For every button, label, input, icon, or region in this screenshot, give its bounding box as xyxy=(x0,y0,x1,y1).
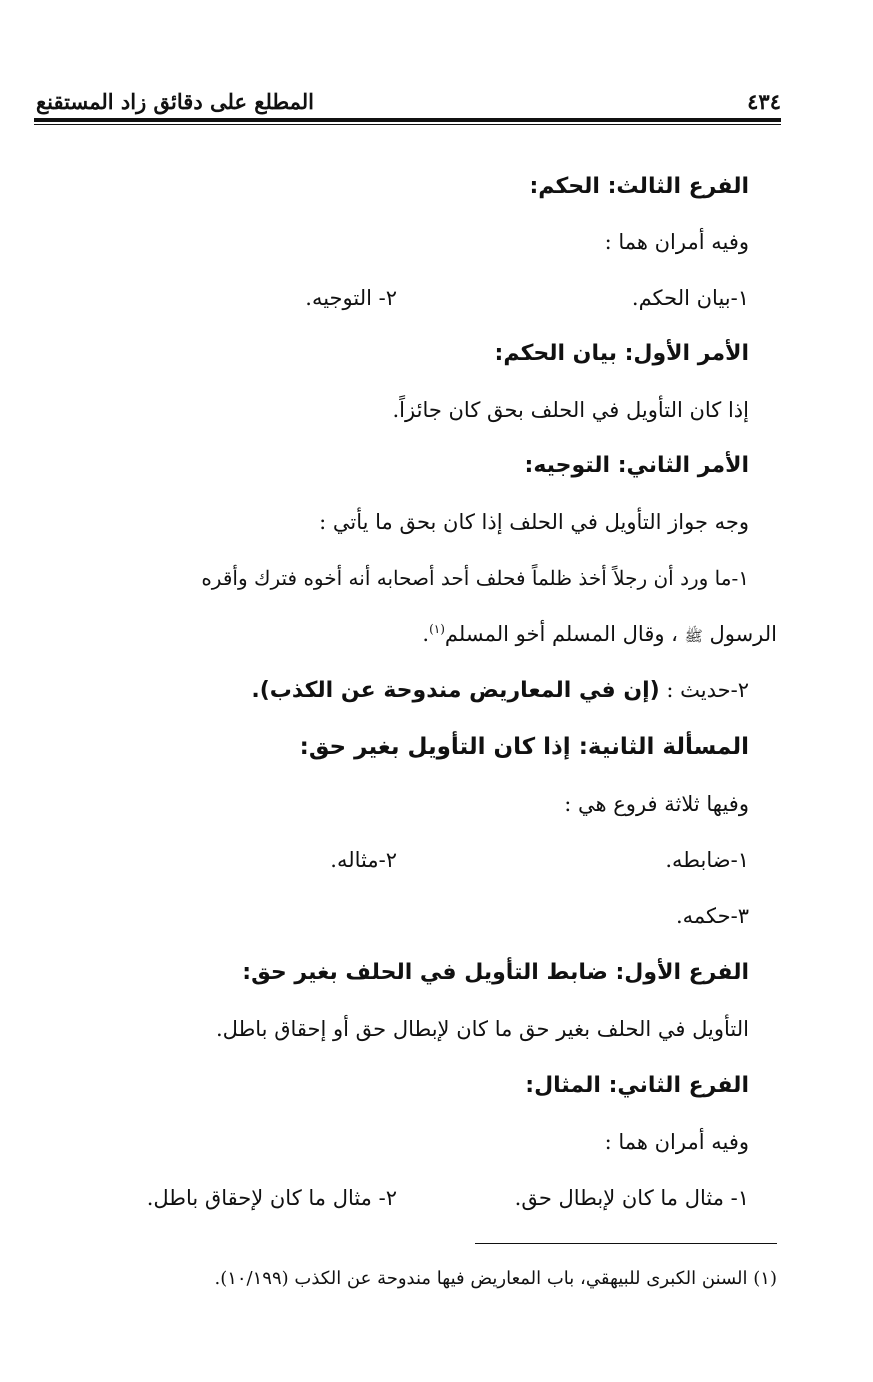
list1-item-1: ١-بيان الحكم. xyxy=(631,286,749,310)
intro-three-branches: وفيها ثلاثة فروع هي : xyxy=(564,792,749,816)
list3-item-1: ١- مثال ما كان لإبطال حق. xyxy=(514,1186,749,1210)
intro-two-matters: وفيه أمران هما : xyxy=(604,230,749,254)
evidence-1-line-1: ١-ما ورد أن رجلاً أخذ ظلماً فحلف أحد أصحابه أنه أخوه فترك وأقره xyxy=(201,566,749,590)
list2-item-3: ٣-حكمه. xyxy=(675,904,749,928)
list2-item-1: ١-ضابطه. xyxy=(665,848,749,872)
evidence-2 xyxy=(251,673,749,707)
paragraph-ruling: إذا كان التأويل في الحلف بحق كان جائزاً. xyxy=(392,398,749,422)
footnote-reference[interactable]: (١) xyxy=(429,622,445,636)
list1-item-2: ٢- التوجيه. xyxy=(305,286,397,310)
header-rule-thick xyxy=(34,118,781,122)
heading-issue-2: المسألة الثانية: إذا كان التأويل بغير حق: xyxy=(299,734,749,760)
heading-branch-3: الفرع الثالث: الحكم: xyxy=(529,174,749,199)
running-header-title: المطلع على دقائق زاد المستقنع xyxy=(36,89,315,114)
list3-item-2: ٢- مثال ما كان لإحقاق باطل. xyxy=(146,1186,397,1210)
heading-branch-1: الفرع الأول: ضابط التأويل في الحلف بغير حق: xyxy=(242,960,749,985)
evidence-1-prophet-word: الرسول xyxy=(709,622,777,646)
paragraph-definition: التأويل في الحلف بغير حق ما كان لإبطال حق أو إحقاق باطل. xyxy=(215,1017,749,1041)
evidence-2-prefix: ٢-حديث : xyxy=(666,678,749,702)
header-rule-thin xyxy=(34,124,781,125)
page-number: ٤٣٤ xyxy=(747,89,781,114)
heading-matter-1: الأمر الأول: بيان الحكم: xyxy=(494,341,749,366)
evidence-1-line-2 xyxy=(422,617,777,651)
evidence-1-end: . xyxy=(422,622,430,646)
heading-branch-2: الفرع الثاني: المثال: xyxy=(525,1073,749,1098)
evidence-2-quote: (إن في المعاريض مندوحة عن الكذب). xyxy=(251,678,660,703)
intro-two-examples: وفيه أمران هما : xyxy=(604,1130,749,1154)
list2-item-2: ٢-مثاله. xyxy=(330,848,397,872)
evidence-1-hadith-text: ، وقال المسلم أخو المسلم xyxy=(444,622,678,646)
salawat-symbol: ﷺ xyxy=(684,627,703,645)
footnote-text: (١) السنن الكبرى للبيهقي، باب المعاريض فيها مندوحة عن الكذب (١٠/١٩٩). xyxy=(214,1268,777,1289)
paragraph-reason: وجه جواز التأويل في الحلف إذا كان بحق ما يأتي : xyxy=(319,510,749,534)
footnote-separator xyxy=(475,1243,777,1244)
heading-matter-2: الأمر الثاني: التوجيه: xyxy=(524,453,749,478)
